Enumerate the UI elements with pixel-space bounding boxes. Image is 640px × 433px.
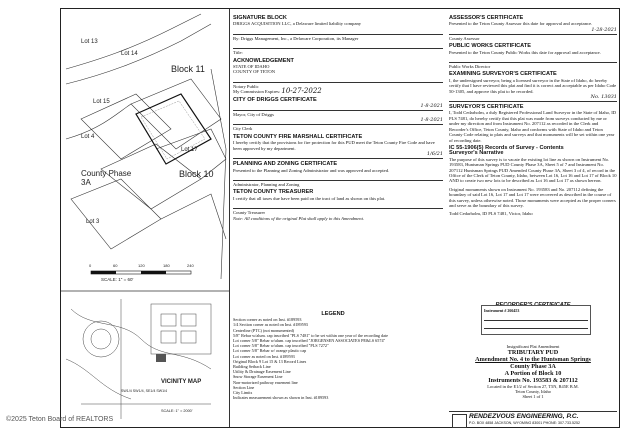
legend-item: 5/8" Rebar w/alum. cap inscribed "PLS 7481" to be set within one year of the recording date (233, 332, 389, 338)
assessor-date: 1-28-2021 (591, 26, 617, 33)
scale-tick: 120 (138, 263, 145, 268)
title-block (449, 344, 617, 399)
map-label: Lot 13 (81, 39, 98, 45)
treasurer-role: County Treasurer (233, 210, 266, 216)
mayor-label: Mayor, City of Driggs (233, 112, 274, 118)
signature-line (233, 202, 443, 209)
treasurer-text: I certify that all taxes due have been paid on the tract of land as shown on this plat. (233, 195, 386, 201)
legend-heading: LEGEND (321, 311, 345, 317)
narrative-heading: Surveyor's Narrative (449, 150, 504, 157)
commission-date: 10-27-2022 (281, 87, 322, 96)
scale-bar-label: SCALE: 1" = 60' (101, 277, 134, 282)
notary-label: Notary Public (233, 83, 259, 89)
fire-heading: TETON COUNTY FIRE MARSHALL CERTIFICATE (233, 133, 363, 140)
assessor-role: County Assessor (449, 35, 480, 41)
vicinity-scale: SCALE: 1" = 2000' (161, 409, 193, 413)
company-line: DRIGGS ACQUISITION LLC, a Delaware limited liability company (233, 21, 362, 27)
public-works-role: Public Works Director (449, 64, 491, 70)
clerk-label: City Clerk (233, 126, 253, 132)
surveyor-text: I, Todd Cedarholm, a duly Registered Professional Land Surveyor in the State of Idaho, ID PLS 7481, do hereby certify that this plat was made from surveys conducted by me or under my direction and from Instrument No. 207112 as recorded in the Clerk and Recorder's Office, Teton County, Idaho and conforms with State of Idaho and Teton County Code relating to plats and surveys and that monuments will be set within one year of recording date. (449, 110, 617, 143)
firm-name: RENDEZVOUS ENGINEERING, P.C. (469, 413, 579, 420)
legend (233, 309, 433, 400)
map-label: County Phase 3A (81, 169, 132, 187)
title-line: Instruments No. 193583 & 207112 (488, 377, 578, 384)
scale-tick: 60 (113, 263, 118, 268)
commission-label: My Commission Expires: (233, 89, 281, 95)
title-line: County Phase 3A (510, 363, 556, 370)
scale-bar (91, 271, 191, 274)
title-line: TRIBUTARY PUD (507, 349, 559, 356)
vicinity-section: SW1/4 SW1/4, SE1/4 SW1/4 (121, 389, 168, 393)
legend-item: Non-motorized pathway easement line (233, 379, 298, 385)
legend-item: Lot corner 5/8" Rebar w/ orange plastic cap (233, 348, 307, 354)
legend-item: Lot corner 5/8" Rebar w/alum. cap inscribed "JORGENSEN ASSOCIATES PE&LS 6574" (233, 338, 386, 344)
map-label: Lot 4 (81, 134, 95, 140)
scale-tick: 0 (89, 263, 92, 268)
legend-item: Original Block 9 Lot 15 & 13 Record Lines (233, 358, 307, 364)
certificates-column-left (233, 13, 443, 221)
treasurer-note: Note: All conditions of the original Plat shall apply to this Amendment. (233, 215, 365, 221)
title-line: Teton County, Idaho (515, 389, 551, 394)
map-label: Lot 3 (86, 219, 100, 225)
title-line: Located in the E1/2 of Section 27, T5N, R45E B.M. (487, 384, 579, 389)
map-label: Lot 17 (181, 147, 198, 153)
signature-line (233, 174, 443, 181)
legend-item: Centerline (PTC) (not monumented) (233, 327, 295, 333)
instrument-number: Instrument # 266453 (484, 308, 520, 313)
plat-sheet (60, 8, 620, 428)
records-heading: IC 55-1906(5) Records of Survey - Contents (449, 144, 564, 151)
city-date: 1-8-2021 (420, 103, 443, 110)
public-works-heading: PUBLIC WORKS CERTIFICATE (449, 43, 531, 50)
legend-item: Lot corner as noted on Inst. #189593 (233, 353, 295, 359)
vicinity-heading: VICINITY MAP (161, 379, 202, 385)
public-works-text: Presented to the Teton County Public Works this date for approval and acceptance. (449, 49, 601, 55)
ack-state: STATE OF IDAHO (233, 64, 270, 70)
assessor-text: Presented to the Teton County Assessor this date for approval and acceptance. (449, 21, 593, 27)
map-label: Block 10 (179, 169, 214, 179)
examining-license: No. 13031 (590, 94, 617, 101)
pz-heading: PLANNING AND ZONING CERTIFICATE (233, 161, 338, 168)
acknowledgement-heading: ACKNOWLEDGEMENT (233, 57, 294, 64)
title-line: Insignificant Plat Amendment (506, 344, 560, 349)
recorder-heading: RECORDER'S CERTIFICATE (495, 302, 571, 308)
map-label: Lot 14 (121, 51, 138, 57)
signature-line (233, 28, 443, 35)
signature-block-heading: SIGNATURE BLOCK (233, 15, 287, 21)
firm-block (449, 411, 617, 428)
narrative-text: The purpose of this survey is to vacate the existing lot line as shown on Instrument No. 193583, Huntsman Springs PUD County Phase 3A, Sheet 5 of 7 and Instrument No. 207112 Huntsman Springs PUD Amended County Phase 3A, Sheet 3 of 4, of record in the Office of the Clerk of Teton County, Idaho, between Lot 16, Lot 16 and Lot 17 of Block 10 AND to create two new lots to be described as Lot 16 and Lot 17 as shown hereon. (449, 156, 617, 184)
title-line: Amendment No. 4 to the Huntsman Springs (475, 356, 591, 363)
fire-text: I hereby certify that the provisions for fire protection for this PUD meet the Teton County Fire Code and have been approved by my department. (233, 140, 435, 151)
legend-item: Utility & Drainage Easement Line (233, 369, 291, 375)
fire-date: 1/6/21 (426, 151, 443, 158)
certificates-column-right (449, 13, 617, 217)
by-line: By: Driggs Management, Inc., a Delaware Corporation, its Manager (233, 35, 359, 41)
assessor-heading: ASSESSOR'S CERTIFICATE (449, 15, 524, 21)
title-label: Title: (233, 50, 243, 56)
recording-stamp (481, 305, 591, 335)
city-heading: CITY OF DRIGGS CERTIFICATE (233, 96, 317, 103)
legend-item: City Limits (233, 390, 253, 396)
title-line: A Portion of Block 10 (504, 370, 562, 377)
legend-item: 1/4 Section corner as noted on Inst. #189593 (233, 322, 308, 328)
title-line: Sheet 1 of 1 (522, 394, 544, 399)
treasurer-heading: TETON COUNTY TREASURER (233, 189, 314, 196)
examining-text: I, the undersigned surveyor, being a licensed surveyor in the State of Idaho, do hereby certify that I have reviewed this plat and find it is correct and acceptable as per Idaho Code 50-1305, and approve this plat to be recorded. (449, 77, 617, 94)
copyright-watermark: ©2025 Teton Board of REALTORS (6, 416, 114, 423)
legend-item: Section Line (233, 384, 255, 390)
surveyor-heading: SURVEYOR'S CERTIFICATE (449, 104, 524, 111)
legend-item: Snow Storage Easement Line (233, 374, 283, 380)
ack-county: COUNTY OF TETON (233, 69, 276, 75)
surveyor-signoff: Todd Cedarholm, ID PLS 7481, Victor, Idaho (449, 211, 533, 217)
legend-item: Indicates measurement shown as shown in Inst. #189593 (233, 395, 329, 401)
firm-logo-icon (452, 414, 467, 428)
signature-line (233, 42, 443, 49)
examining-heading: EXAMINING SURVEYOR'S CERTIFICATE (449, 71, 557, 78)
pz-role: Administrator, Planning and Zoning (233, 181, 300, 187)
scale-tick: 240 (187, 263, 194, 268)
firm-address: P.O. BOX 4858 JACKSON, WYOMING 83001 PHONE: 307.733.5252 (469, 421, 580, 425)
scale-tick: 180 (163, 263, 170, 268)
legend-item: Section corner as noted on Inst. #189593 (233, 317, 302, 323)
signature-line (233, 76, 443, 83)
clerk-date: 1-8-2021 (420, 117, 443, 124)
monuments-text: Original monuments shown on Instrument No. 193583 and No. 207112 defining the boundary of said Lot 16, Lot 17 and Lot 17 were recovered as described in the course of this survey, unless otherwise noted. Those monuments were accepted as the proper corners and serve as the boundary of this survey. (449, 186, 616, 208)
vicinity-target-icon (156, 354, 166, 362)
legend-item: Lot corner 5/8" Rebar w/alum. cap inscribed "PLS 7272" (233, 343, 329, 349)
map-label: Block 11 (171, 64, 205, 74)
pz-text: Presented to the Planning and Zoning Administrator and was approved and accepted. (233, 167, 390, 173)
plat-map (61, 9, 230, 427)
legend-item: Building Setback Line (233, 364, 271, 370)
map-label: Lot 15 (93, 99, 110, 105)
signature-line (449, 56, 617, 63)
